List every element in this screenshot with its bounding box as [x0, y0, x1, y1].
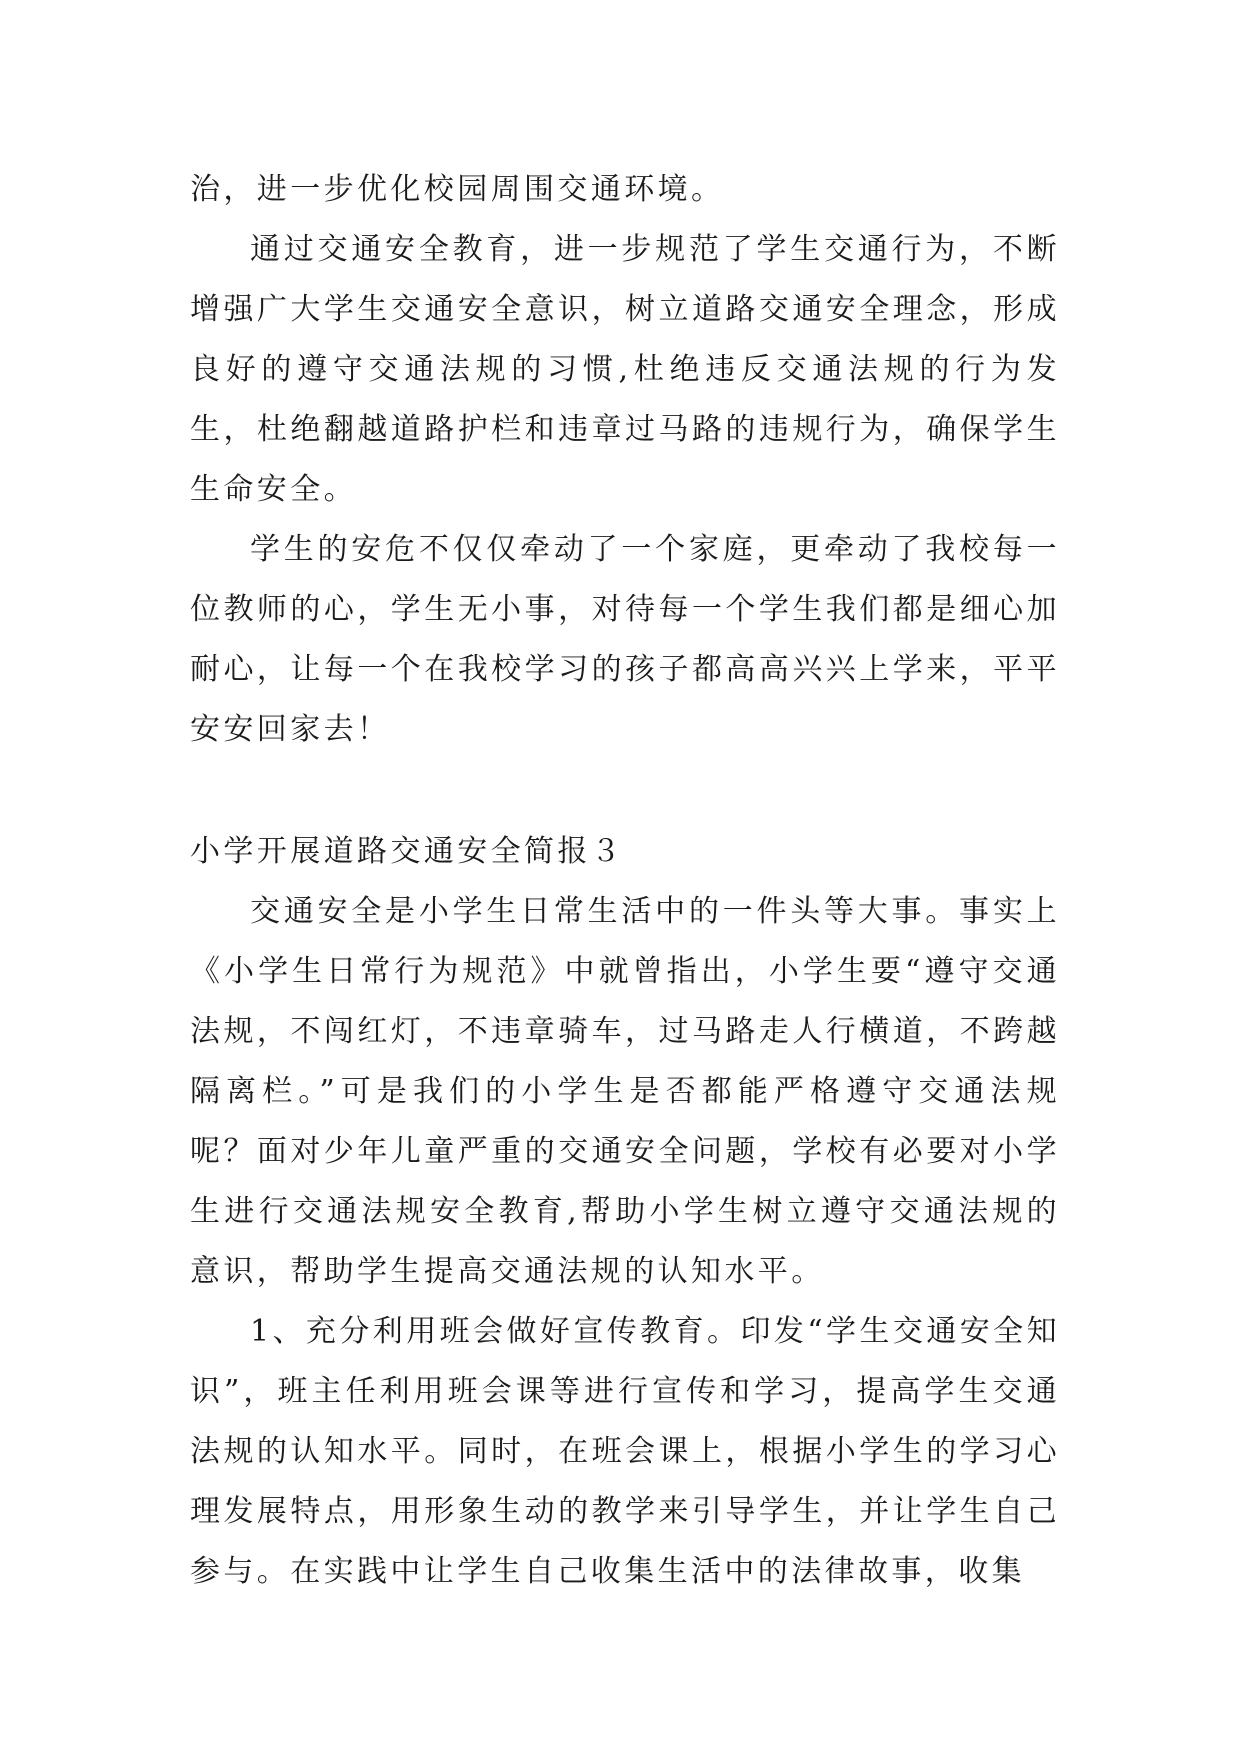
paragraph-continuation: 治，进一步优化校园周围交通环境。 [190, 172, 725, 207]
document-body [190, 160, 1060, 1602]
paragraph-student-safety: 学生的安危不仅仅牵动了一个家庭，更牵动了我校每一位教师的心，学生无小事，对待每一个学生我们都是细心加耐心，让每一个在我校学习的孩子都高高兴兴上学来，平平安安回家去！ [190, 532, 1060, 747]
paragraph-education-result: 通过交通安全教育，进一步规范了学生交通行为，不断增强广大学生交通安全意识，树立道路交通安全理念，形成良好的遵守交通法规的习惯,杜绝违反交通法规的行为发生，杜绝翻越道路护栏和违章过马路的违规行为，确保学生生命安全。 [190, 232, 1060, 507]
paragraph-item-1: 1、充分利用班会做好宣传教育。印发“学生交通安全知识”，班主任利用班会课等进行宣传和学习，提高学生交通法规的认知水平。同时，在班会课上，根据小学生的学习心理发展特点，用形象生动的教学来引导学生，并让学生自己参与。在实践中让学生自己收集生活中的法律故事，收集 [190, 1314, 1060, 1589]
section-title: 小学开展道路交通安全简报３ [190, 834, 625, 869]
paragraph-intro: 交通安全是小学生日常生活中的一件头等大事。事实上《小学生日常行为规范》中就曾指出，小学生要“遵守交通法规，不闯红灯，不违章骑车，过马路走人行横道，不跨越隔离栏。”可是我们的小学生是否都能严格遵守交通法规呢？面对少年儿童严重的交通安全问题，学校有必要对小学生进行交通法规安全教育,帮助小学生树立遵守交通法规的意识，帮助学生提高交通法规的认知水平。 [190, 894, 1060, 1289]
